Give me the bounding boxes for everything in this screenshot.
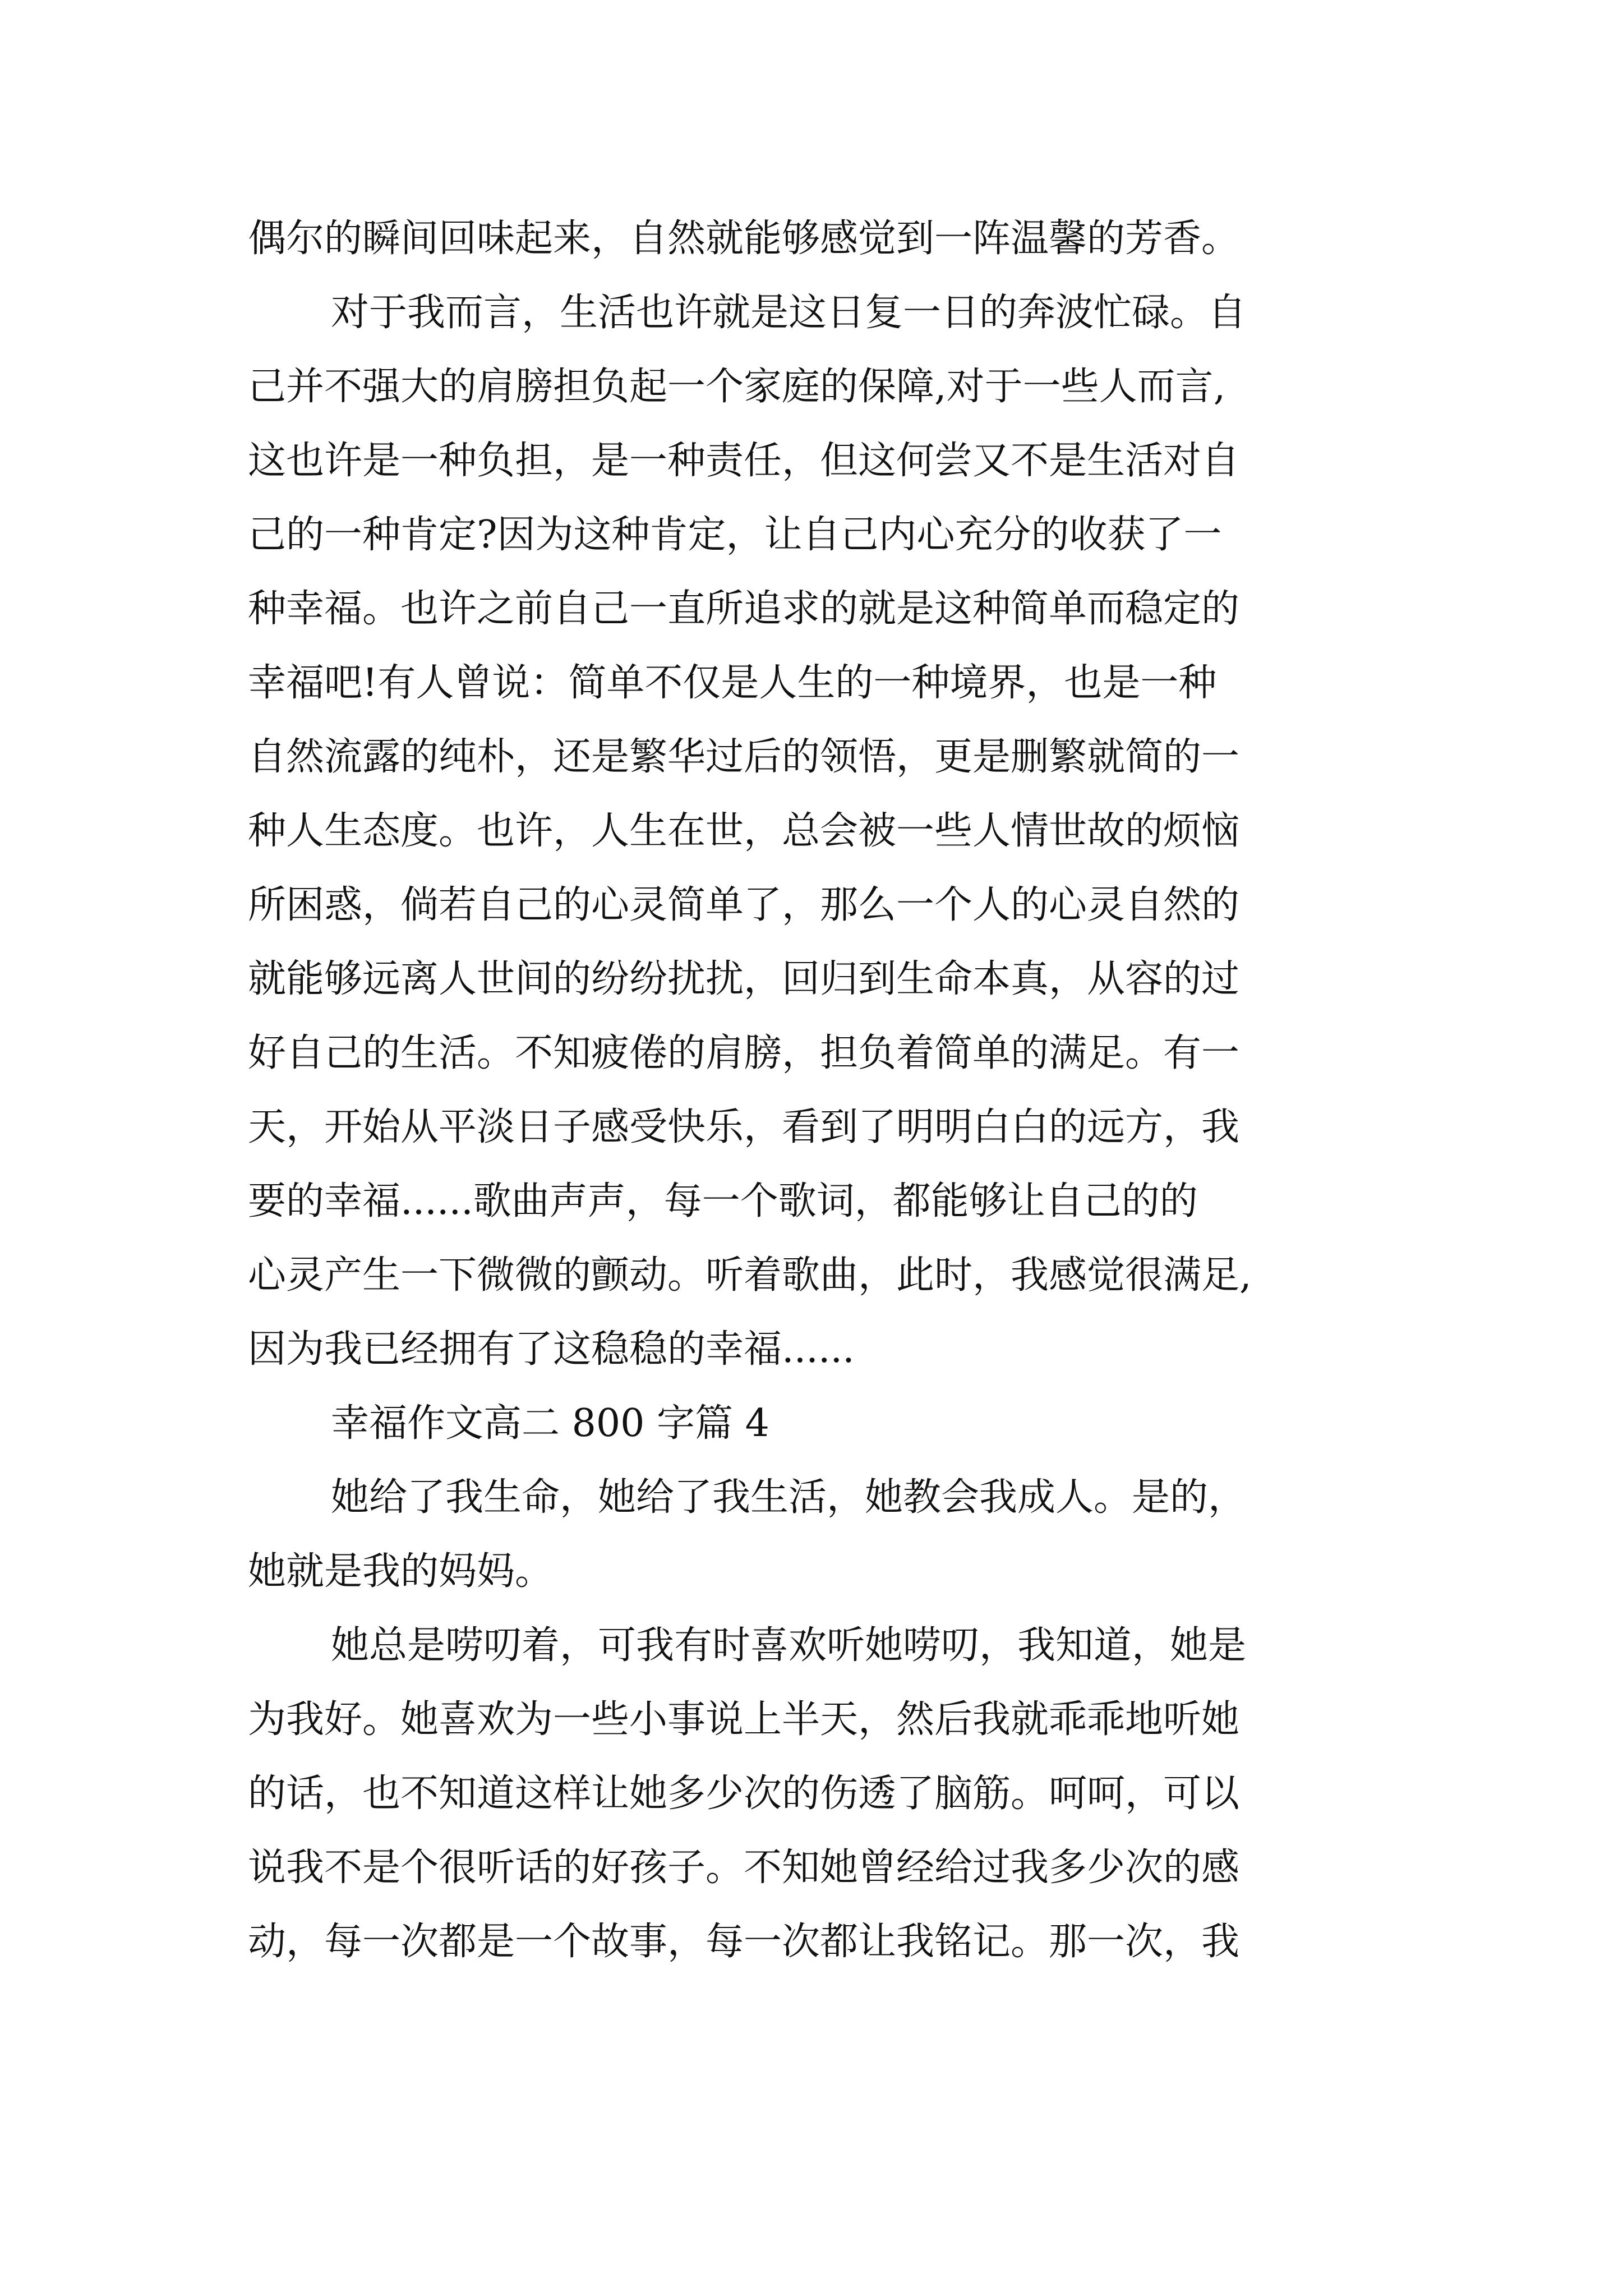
paragraph-first-line: 对于我而言，生活也许就是这日复一日的奔波忙碌。自 bbox=[331, 291, 1247, 335]
section-heading: 幸福作文高二 800 字篇 4 bbox=[331, 1401, 769, 1446]
paragraph-first-line: 她总是唠叨着，可我有时喜欢听她唠叨，我知道，她是 bbox=[331, 1623, 1247, 1668]
text-line: 说我不是个很听话的好孩子。不知她曾经给过我多少次的感 bbox=[248, 1846, 1240, 1890]
text-line: 偶尔的瞬间回味起来，自然就能够感觉到一阵温馨的芳香。 bbox=[248, 217, 1240, 261]
text-line: 所困惑，倘若自己的心灵简单了，那么一个人的心灵自然的 bbox=[248, 883, 1240, 927]
text-line: 自然流露的纯朴，还是繁华过后的领悟，更是删繁就简的一 bbox=[248, 735, 1240, 779]
text-line: 就能够远离人世间的纷纷扰扰，回归到生命本真，从容的过 bbox=[248, 957, 1240, 1001]
text-line: 天，开始从平淡日子感受快乐，看到了明明白白的远方，我 bbox=[248, 1105, 1240, 1149]
text-line: 好自己的生活。不知疲倦的肩膀，担负着简单的满足。有一 bbox=[248, 1031, 1240, 1075]
text-line: 己的一种肯定?因为这种肯定，让自己内心充分的收获了一 bbox=[248, 513, 1222, 557]
text-line: 心灵产生一下微微的颤动。听着歌曲，此时，我感觉很满足, bbox=[248, 1253, 1252, 1297]
text-line: 己并不强大的肩膀担负起一个家庭的保障,对于一些人而言, bbox=[248, 365, 1226, 409]
text-line: 因为我已经拥有了这稳稳的幸福...... bbox=[248, 1327, 855, 1372]
text-line: 幸福吧!有人曾说：简单不仅是人生的一种境界，也是一种 bbox=[248, 661, 1217, 705]
text-line: 这也许是一种负担，是一种责任，但这何尝又不是生活对自 bbox=[248, 439, 1240, 483]
text-line: 为我好。她喜欢为一些小事说上半天，然后我就乖乖地听她 bbox=[248, 1697, 1240, 1742]
text-line: 种人生态度。也许，人生在世，总会被一些人情世故的烦恼 bbox=[248, 809, 1240, 853]
text-line: 要的幸福......歌曲声声，每一个歌词，都能够让自己的的 bbox=[248, 1179, 1198, 1223]
article-body bbox=[248, 202, 1431, 1979]
text-line: 的话，也不知道这样让她多少次的伤透了脑筋。呵呵，可以 bbox=[248, 1772, 1240, 1816]
text-line: 种幸福。也许之前自己一直所追求的就是这种简单而稳定的 bbox=[248, 587, 1240, 631]
text-line: 动，每一次都是一个故事，每一次都让我铭记。那一次，我 bbox=[248, 1920, 1240, 1964]
paragraph-first-line: 她给了我生命，她给了我生活，她教会我成人。是的， bbox=[331, 1475, 1247, 1520]
text-line: 她就是我的妈妈。 bbox=[248, 1549, 554, 1594]
